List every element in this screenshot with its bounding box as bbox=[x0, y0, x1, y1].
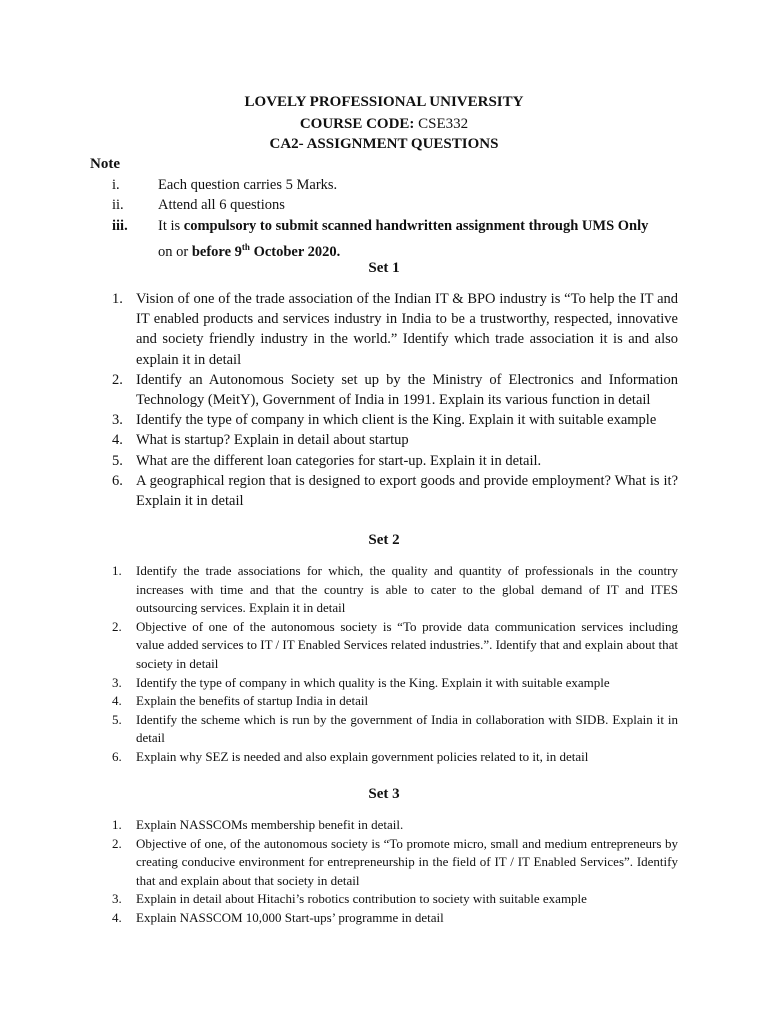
note-line2-bold: before 9 bbox=[191, 243, 242, 260]
question-text: Explain NASSCOMs membership benefit in detail. bbox=[136, 817, 404, 832]
course-code-label: COURSE CODE: bbox=[299, 116, 415, 132]
assignment-title: CA2- ASSIGNMENT QUESTIONS bbox=[269, 136, 499, 152]
set-1-title: Set 1 bbox=[368, 260, 400, 276]
question-item bbox=[112, 674, 678, 693]
note-item-text: Each question carries 5 Marks. bbox=[158, 177, 338, 193]
question-number: 6. bbox=[112, 472, 123, 489]
question-text: Identify the trade associations for which, the quality and quantity of professionals in the country increases with time and that the country is able to cater to the global demand of IT and ITES outsourcing services. Explain it in detail bbox=[136, 563, 678, 616]
question-text: Identify an Autonomous Society set up by the Ministry of Electronics and Information Technology (MeitY), Government of India in 1991. Explain its various function in detail bbox=[136, 371, 678, 409]
note-item-number: ii. bbox=[112, 197, 124, 213]
note-item-number: iii. bbox=[112, 218, 128, 234]
question-number: 2. bbox=[112, 835, 122, 851]
question-item bbox=[112, 370, 678, 410]
question-text: Identify the scheme which is run by the government of India in collaboration with SIDB. Explain it in detail bbox=[136, 711, 678, 746]
note-line2-end: October 2020. bbox=[249, 243, 341, 260]
question-number: 3. bbox=[112, 674, 122, 690]
course-code-value: CSE332 bbox=[418, 116, 469, 132]
question-item bbox=[112, 909, 678, 928]
question-number: 3. bbox=[112, 412, 123, 429]
question-text: What are the different loan categories for start-up. Explain it in detail. bbox=[136, 452, 542, 469]
question-number: 4. bbox=[112, 693, 122, 709]
question-text: Objective of one of the autonomous society is “To provide data communication services including value added services to IT / IT Enabled Services related industries.”. Identify that and explain about that society in detail bbox=[136, 618, 678, 671]
note-item-text bbox=[158, 216, 718, 236]
question-item bbox=[112, 748, 678, 767]
question-number: 4. bbox=[112, 432, 123, 449]
set-2-question-list bbox=[112, 562, 678, 767]
question-number: 1. bbox=[112, 563, 122, 578]
set-3-title: Set 3 bbox=[368, 786, 400, 802]
university-name: LOVELY PROFESSIONAL UNIVERSITY bbox=[244, 94, 524, 110]
set-3-question-list bbox=[112, 816, 678, 928]
question-number: 3. bbox=[112, 891, 122, 907]
set-2-title: Set 2 bbox=[368, 532, 400, 548]
question-text: Explain the benefits of startup India in detail bbox=[136, 693, 369, 709]
note-item-text: Attend all 6 questions bbox=[158, 197, 285, 213]
question-text: Explain why SEZ is needed and also explain government policies related to it, in detail bbox=[136, 748, 589, 764]
question-text: Vision of one of the trade association of the Indian IT & BPO industry is “To help the IT and IT enabled products and services industry in India to be a trustworthy, respected, innovative and society friendly industry in the world.” Identify which trade association it is and also explain it in detail bbox=[136, 291, 678, 368]
question-number: 5. bbox=[112, 452, 123, 469]
question-text: A geographical region that is designed to export goods and provide employment? What is it? Explain it in detail bbox=[136, 472, 678, 510]
question-number: 2. bbox=[112, 371, 123, 388]
question-text: Objective of one, of the autonomous society is “To promote micro, small and medium entrepreneurs by creating conducive environment for entrepreneurship in the field of IT / IT Enabled Services”. Identify that and explain about that society in detail bbox=[136, 835, 678, 888]
question-item bbox=[112, 471, 678, 511]
question-item bbox=[112, 289, 678, 370]
question-item bbox=[112, 451, 678, 471]
question-number: 5. bbox=[112, 711, 122, 727]
question-item bbox=[112, 835, 678, 891]
question-number: 1. bbox=[112, 817, 122, 832]
note-item-number: i. bbox=[112, 177, 120, 193]
question-item bbox=[112, 692, 678, 711]
question-item bbox=[112, 890, 678, 909]
note-bold-text: compulsory to submit scanned handwritten assignment through UMS Only bbox=[183, 218, 649, 234]
question-item bbox=[112, 816, 678, 835]
question-item bbox=[112, 430, 678, 450]
note-title: Note bbox=[90, 156, 120, 172]
question-text: Explain in detail about Hitachi’s robotics contribution to society with suitable example bbox=[136, 891, 587, 907]
question-text: Identify the type of company in which client is the King. Explain it with suitable example bbox=[136, 412, 657, 429]
question-item bbox=[112, 410, 678, 430]
question-item bbox=[112, 618, 678, 674]
question-number: 2. bbox=[112, 618, 122, 634]
question-text: What is startup? Explain in detail about startup bbox=[136, 432, 409, 449]
course-code-line bbox=[0, 114, 768, 134]
set-1-question-list bbox=[112, 289, 678, 511]
note-line2-prefix: on or bbox=[158, 243, 192, 260]
note-prefix: It is bbox=[158, 218, 184, 234]
question-text: Identify the type of company in which quality is the King. Explain it with suitable example bbox=[136, 674, 610, 690]
question-item bbox=[112, 711, 678, 748]
question-number: 1. bbox=[112, 291, 123, 307]
note-line2-sup: th bbox=[241, 242, 250, 252]
question-number: 6. bbox=[112, 748, 122, 764]
question-item bbox=[112, 562, 678, 618]
question-number: 4. bbox=[112, 909, 122, 925]
question-text: Explain NASSCOM 10,000 Start-ups’ programme in detail bbox=[136, 909, 444, 925]
